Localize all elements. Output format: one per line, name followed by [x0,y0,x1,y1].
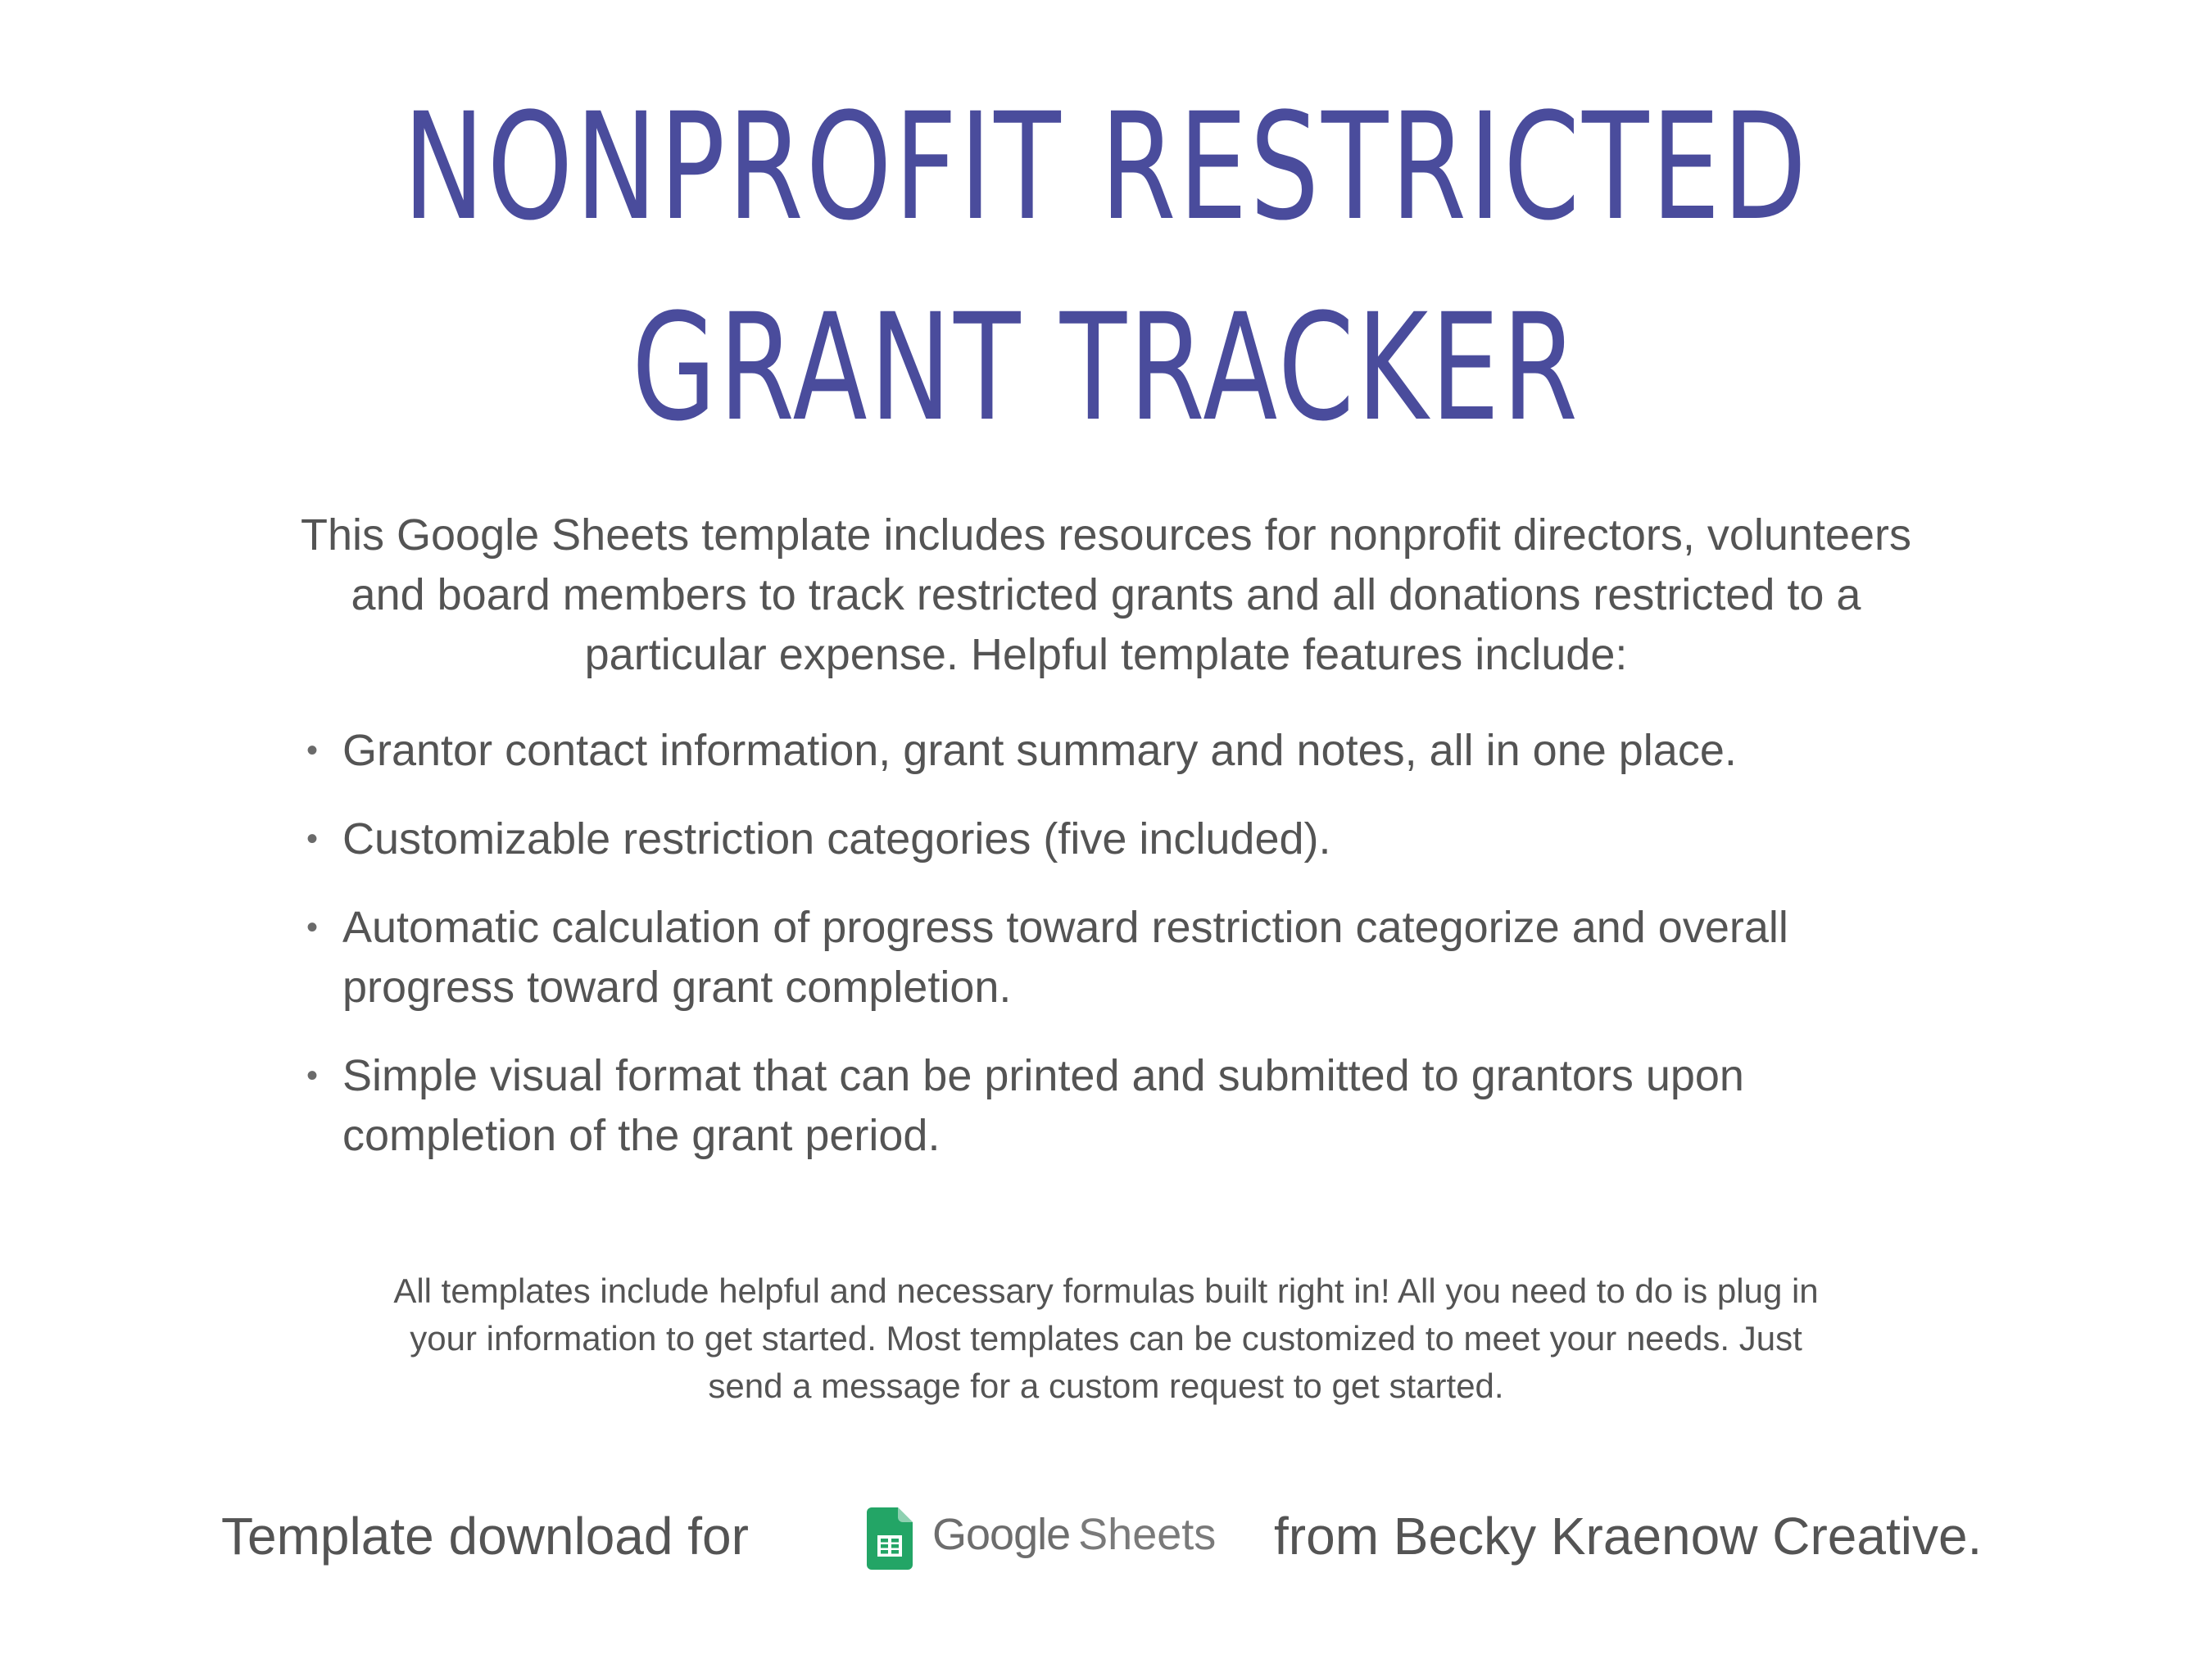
bullet-icon: • [306,1058,319,1094]
feature-text: Customizable restriction categories (five included). [342,814,1331,863]
feature-item [303,1046,1942,1166]
feature-item [303,721,1942,781]
feature-text: Simple visual format that can be printed and submitted to grantors upon completion of the grant period. [342,1051,1744,1160]
feature-text: Automatic calculation of progress toward restriction categorize and overall progress toward grant completion. [342,903,1788,1012]
feature-list [303,721,1942,1194]
footer-prefix: Template download for [221,1507,749,1566]
intro-paragraph: This Google Sheets template includes resources for nonprofit directors, volunteers and board members to track restricted grants and all donations restricted to a particular expense. Helpful template features include: [301,510,1911,679]
feature-item [303,898,1942,1018]
logo-word-google: Google [932,1510,1071,1559]
logo-wordmark [932,1506,1216,1563]
footer-suffix: from Becky Kraenow Creative. [1274,1507,1983,1566]
feature-text: Grantor contact information, grant summary and notes, all in one place. [342,726,1737,775]
templates-note: All templates include helpful and necessary formulas built right in! All you need to do is plug in your information to get started. Most templates can be customized to meet your needs. Just send a message for a custom request to get started. [393,1271,1819,1405]
bullet-icon: • [306,821,319,857]
feature-item [303,809,1942,869]
logo-word-sheets: Sheets [1078,1510,1217,1559]
google-sheets-logo [867,1506,1219,1571]
title-line-1: NONPROFIT RESTRICTED [402,82,1810,253]
footer [0,1499,2212,1573]
bullet-icon: • [306,732,319,768]
title-line-2: GRANT TRACKER [632,283,1580,454]
bullet-icon: • [306,909,319,945]
google-sheets-icon [867,1507,913,1570]
